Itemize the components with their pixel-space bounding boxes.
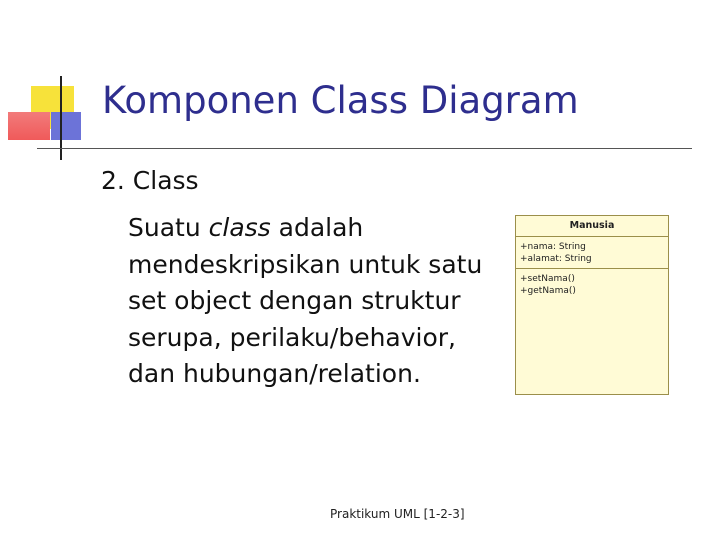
uml-operation: +getNama() [520,286,576,296]
uml-attribute: +alamat: String [520,254,592,264]
slide-footer: Praktikum UML [1-2-3] [330,507,465,521]
body-text-part1: Suatu [128,213,209,242]
slide-title: Komponen Class Diagram [102,79,579,122]
title-underline [37,148,692,149]
body-paragraph [128,210,498,393]
uml-class-box [515,215,669,395]
logo-red-square [8,112,50,140]
uml-attribute: +nama: String [520,242,586,252]
body-italic-term: class [208,213,271,242]
uml-class-name: Manusia [516,216,668,237]
uml-operation: +setNama() [520,274,575,284]
uml-operations [516,269,668,297]
logo-blue-square [51,112,81,140]
body-text-part2: adalah mendeskripsikan untuk satu set object dengan struktur serupa, perilaku/behavior, dan hubungan/relation. [128,213,483,389]
uml-attributes [516,237,668,269]
section-heading: 2. Class [101,166,199,195]
